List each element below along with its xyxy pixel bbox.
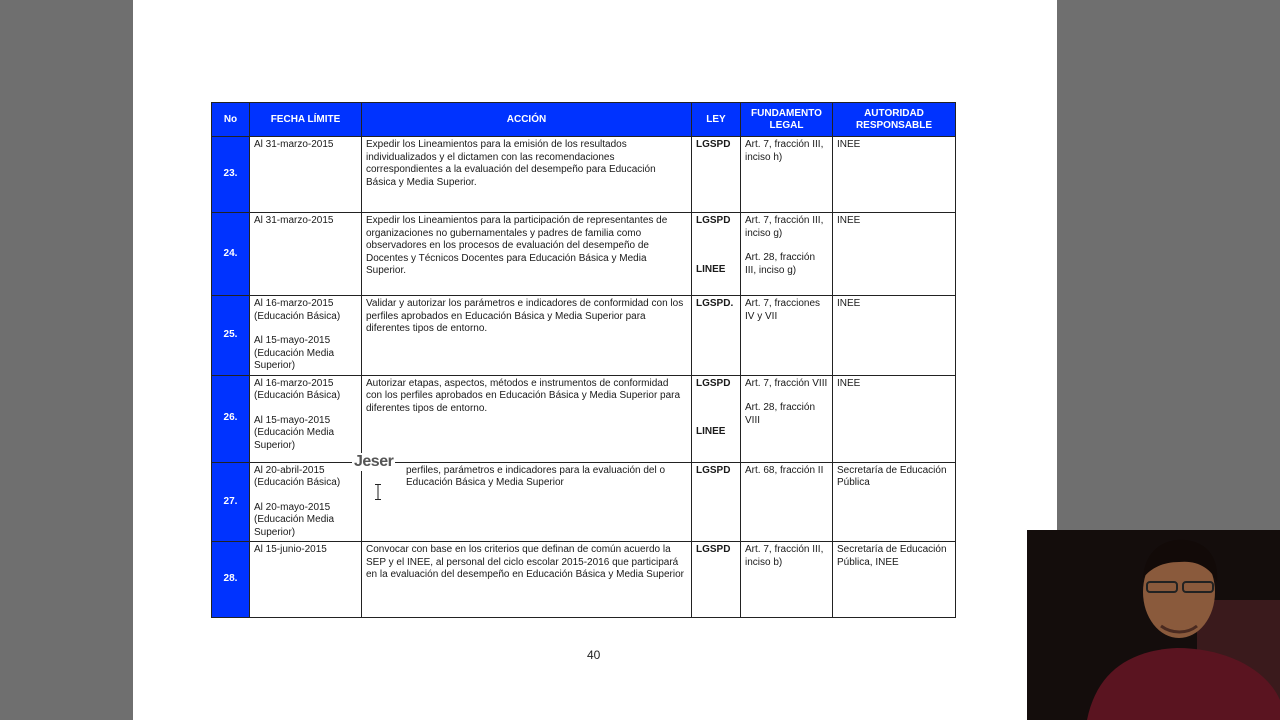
header-fundamento: FUNDAMENTO LEGAL	[741, 103, 833, 137]
fecha-text: Al 31-marzo-2015	[254, 139, 334, 150]
table-header-row	[212, 103, 956, 137]
accion-cell	[362, 462, 692, 542]
fundamento-text: Art. 28, fracción III, inciso g)	[745, 252, 816, 276]
ley-text: LGSPD.	[696, 298, 734, 309]
fecha-cell	[250, 462, 362, 542]
row-number: 27.	[212, 462, 250, 542]
fundamento-text: Art. 7, fracciones IV y VII	[745, 298, 821, 322]
row-number: 25.	[212, 296, 250, 376]
fecha-text: Al 15-mayo-2015 (Educación Media Superior)	[254, 414, 335, 451]
ley-text: LGSPD	[696, 139, 731, 150]
i-beam-cursor-icon	[375, 484, 381, 500]
row-number: 26.	[212, 375, 250, 462]
accion-cell: Validar y autorizar los parámetros e indicadores de conformidad con los perfiles aprobados en Educación Básica y Media Superior para diferentes tipos de entorno.	[362, 296, 692, 376]
fundamento-text: Art. 7, fracción III, inciso b)	[745, 544, 824, 568]
table-row	[212, 296, 956, 376]
header-ley: LEY	[692, 103, 741, 137]
fecha-cell	[250, 296, 362, 376]
row-number: 28.	[212, 542, 250, 618]
ley-text: LGSPD	[696, 377, 731, 389]
deadlines-table	[211, 102, 956, 618]
accion-cell: Autorizar etapas, aspectos, métodos e instrumentos de conformidad con los perfiles aprobados en Educación Básica y Media Superior para diferentes tipos de entorno.	[362, 375, 692, 462]
fecha-cell	[250, 137, 362, 213]
ley-text: LGSPD	[696, 215, 731, 226]
accion-cell: Convocar con base en los criterios que definan de común acuerdo la SEP y el INEE, al personal del ciclo escolar 2015-2016 que participará en la evaluación del desempeño en Educación Básica y Media Superior	[362, 542, 692, 618]
autoridad-cell: INEE	[833, 137, 956, 213]
fecha-cell	[250, 375, 362, 462]
fundamento-text: Art. 28, fracción VIII	[745, 402, 816, 426]
ley-cell	[692, 462, 741, 542]
ley-text: LINEE	[696, 263, 726, 275]
ley-cell	[692, 137, 741, 213]
fecha-text: Al 15-junio-2015	[254, 544, 327, 555]
row-number: 23.	[212, 137, 250, 213]
ley-cell	[692, 375, 741, 462]
header-fecha: FECHA LÍMITE	[250, 103, 362, 137]
accion-text: perfiles, parámetros e indicadores para la evaluación del o Educación Básica y Media Superior	[406, 464, 666, 488]
fundamento-text: Art. 7, fracción III, inciso h)	[745, 139, 824, 163]
fundamento-text: Art. 7, fracción VIII	[745, 377, 828, 389]
accion-cell: Expedir los Lineamientos para la participación de representantes de organizaciones no gubernamentales y padres de familia como observadores en los procesos de evaluación del desempeño de Docentes y Técnicos Docentes para Educación Básica y Media Superior.	[362, 213, 692, 296]
document-page	[133, 0, 1057, 720]
header-no: No	[212, 103, 250, 137]
header-accion: ACCIÓN	[362, 103, 692, 137]
fundamento-text: Art. 7, fracción III, inciso g)	[745, 215, 824, 239]
autoridad-cell: INEE	[833, 213, 956, 296]
overlay-text: Jeser	[354, 453, 394, 470]
fundamento-cell	[741, 296, 833, 376]
header-autoridad: AUTORIDAD RESPONSABLE	[833, 103, 956, 137]
autoridad-cell: INEE	[833, 296, 956, 376]
fundamento-cell	[741, 542, 833, 618]
autoridad-cell: INEE	[833, 375, 956, 462]
fundamento-cell	[741, 375, 833, 462]
table-row	[212, 462, 956, 542]
fecha-text: Al 20-mayo-2015 (Educación Media Superior)	[254, 501, 335, 538]
page-number: 40	[587, 648, 601, 662]
webcam-overlay	[1027, 530, 1280, 720]
ley-cell	[692, 296, 741, 376]
ley-cell	[692, 213, 741, 296]
table-row	[212, 375, 956, 462]
accion-cell: Expedir los Lineamientos para la emisión de los resultados individualizados y el dictamen con las recomendaciones correspondientes a la evaluación del desempeño para Educación Básica y Media Superior.	[362, 137, 692, 213]
fundamento-cell	[741, 213, 833, 296]
fecha-text: Al 16-marzo-2015 (Educación Básica)	[254, 298, 341, 322]
ley-text: LGSPD	[696, 464, 731, 476]
fecha-text: Al 20-abril-2015 (Educación Básica)	[254, 464, 341, 488]
ley-text: LGSPD	[696, 544, 731, 555]
autoridad-cell: Secretaría de Educación Pública	[833, 462, 956, 542]
table-row	[212, 137, 956, 213]
autoridad-cell: Secretaría de Educación Pública, INEE	[833, 542, 956, 618]
fecha-cell	[250, 213, 362, 296]
fecha-text: Al 16-marzo-2015 (Educación Básica)	[254, 377, 341, 401]
ley-text: LINEE	[696, 426, 726, 437]
table-row	[212, 542, 956, 618]
fundamento-text: Art. 68, fracción II	[745, 464, 824, 476]
ley-cell	[692, 542, 741, 618]
presenter-video-icon	[1027, 530, 1280, 720]
fundamento-cell	[741, 462, 833, 542]
fecha-cell	[250, 542, 362, 618]
fundamento-cell	[741, 137, 833, 213]
fecha-text: Al 15-mayo-2015 (Educación Media Superior)	[254, 335, 335, 371]
fecha-text: Al 31-marzo-2015	[254, 215, 334, 226]
table-row	[212, 213, 956, 296]
row-number: 24.	[212, 213, 250, 296]
